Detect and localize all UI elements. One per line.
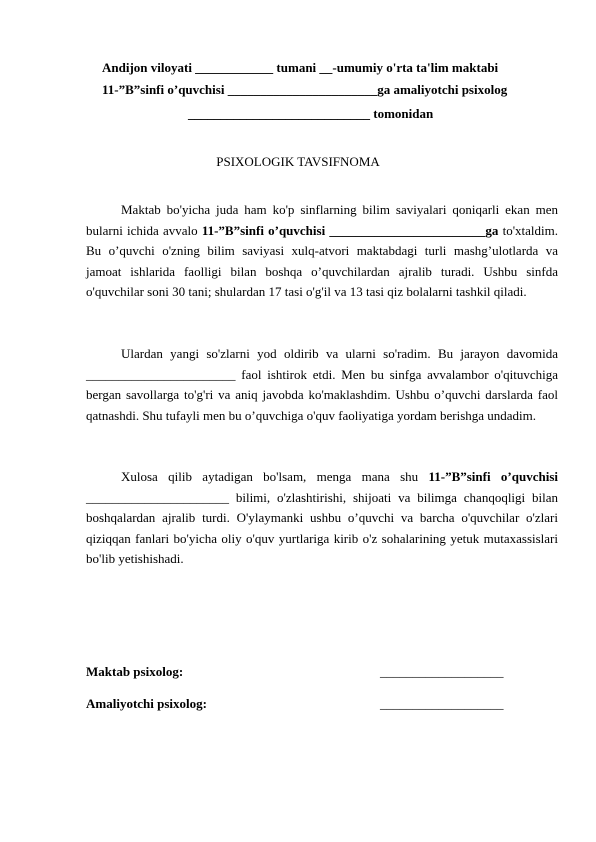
paragraph-2	[86, 344, 558, 426]
paragraph-2-text-a: Ulardan yangi so'zlarni yod oldirib va ularni so'radim. Bu jarayon davomida	[121, 346, 558, 361]
paragraph-1-text-c: to'xtaldim. Bu o’quvchi o'zning bilim saviyasi xulq-atvori maktabdagi turli mashg’ulotlarda va jamoat ishlarida faolligi bilan boshqa o’quvchilardan ajralib turadi. Ushbu sinfda o'quvchilar soni 30 tani; shulardan 17 tasi o'g'il va 13 tasi qiz bolalarni tashkil qiladi.	[86, 222, 558, 299]
school-psychologist-label: Maktab psixolog:	[86, 664, 184, 679]
paragraph-3	[86, 467, 558, 570]
paragraph-1	[86, 200, 558, 303]
header-line-3: ____________________________ tomonidan	[188, 106, 434, 121]
paragraph-2-blank: _______________________	[86, 366, 236, 382]
paragraph-2-text-b: faol ishtirok etdi. Men bu sinfga avvalambor o'qituvchiga bergan savollarga to'g'ri va aniq javobda ko'maklashdim. Ushbu o’quvchi darslarda faol qatnashdi. Shu tufayli men bu o’quvchiga o'quv faoliyatiga yordam berishga undadim.	[86, 366, 559, 423]
paragraph-1-text-a: Maktab bo'yicha juda ham ko'p sinflarning bilim saviyalari qoniqarli ekan men bularni ichida avvalo	[86, 202, 558, 238]
paragraph-3-text-a: Xulosa qilib aytadigan bo'lsam, menga mana shu	[121, 469, 419, 484]
school-psychologist-signature-line: ___________________	[380, 664, 504, 679]
intern-psychologist-label: Amaliyotchi psixolog:	[86, 696, 207, 711]
paragraph-3-blank: ______________________	[86, 489, 229, 505]
paragraph-3-student: 11-”B”sinfi o’quvchisi	[428, 469, 558, 484]
intern-psychologist-signature-line: ___________________	[380, 696, 504, 711]
paragraph-1-student: 11-”B”sinfi o’quvchisi ________________________ga	[201, 222, 499, 238]
paragraph-3-text-b: bilimi, o'zlashtirishi, shijoati va bilimga chanqoqligi bilan boshqalardan ajralib turdi. O'ylaymanki ushbu o’quvchi va barcha o'quvchilar o'zlari qiziqqan fanlari bo'yicha oliy o'quv yurtlariga kirib o'z sohalarining yetuk mutaxassislari bo'lib yetishishadi.	[86, 489, 558, 566]
document-title: PSIXOLOGIK TAVSIFNOMA	[216, 154, 380, 169]
header-line-2: 11-”B”sinfi o’quvchisi _______________________ga amaliyotchi psixolog	[102, 82, 508, 97]
header-line-1: Andijon viloyati ____________ tumani __-umumiy o'rta ta'lim maktabi	[102, 60, 499, 75]
